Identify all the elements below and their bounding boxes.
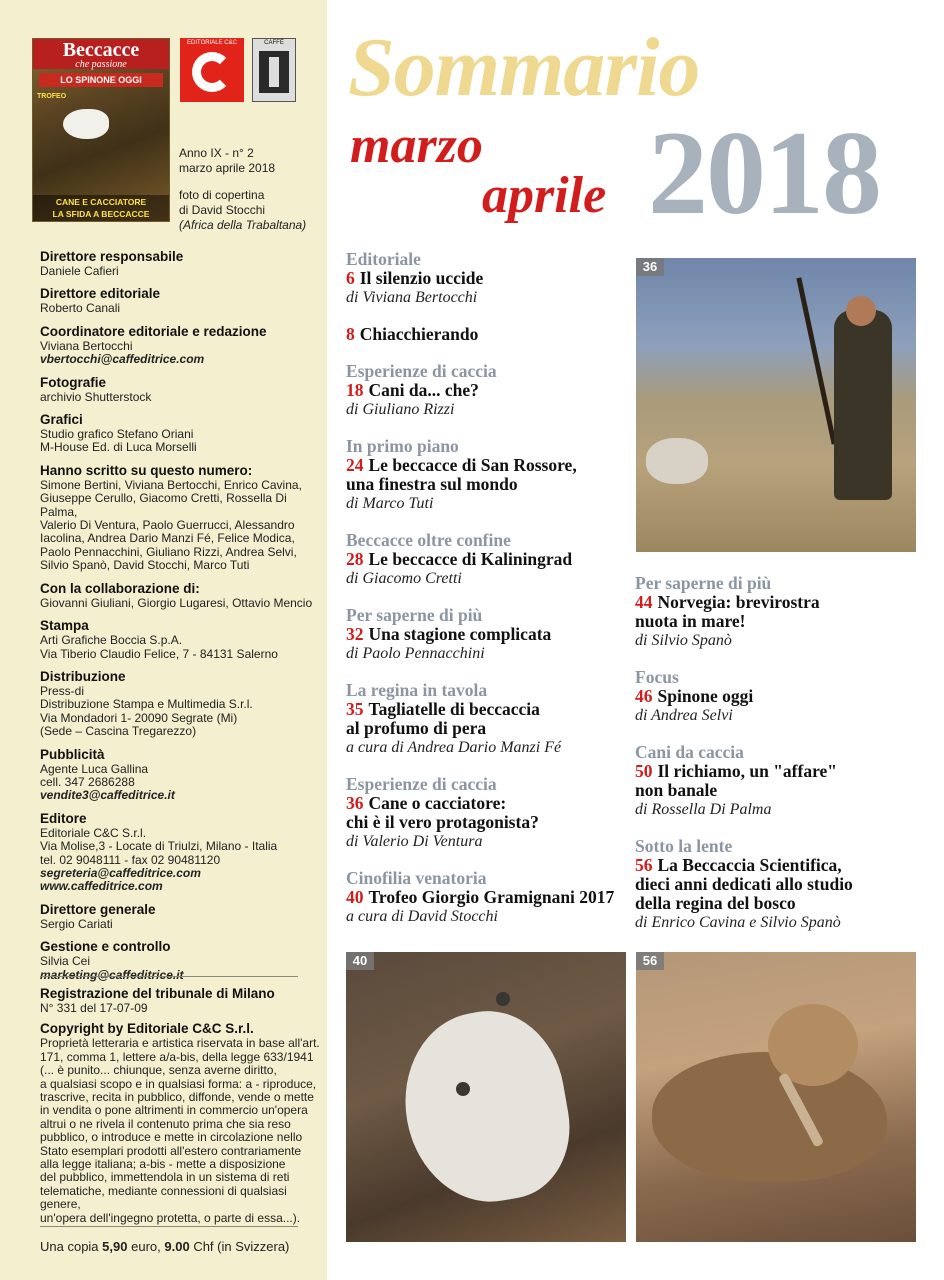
staff-role: Direttore generale bbox=[40, 901, 156, 917]
toc-byline: di Enrico Cavina e Silvio Spanò bbox=[635, 914, 841, 931]
toc-entry[interactable] bbox=[346, 325, 628, 344]
copyright-line: del pubblico, immettendola in un sistema di reti bbox=[40, 1170, 290, 1185]
toc-title: Le beccacce di San Rossore, bbox=[368, 455, 577, 475]
staff-line: Sergio Cariati bbox=[40, 916, 113, 931]
toc-title-row bbox=[635, 762, 917, 781]
copyright-text bbox=[40, 1037, 322, 1225]
toc-entry[interactable] bbox=[346, 869, 628, 926]
photo-english-setter bbox=[346, 952, 626, 1242]
hunter-shape bbox=[834, 310, 892, 500]
toc-title: Chiacchierando bbox=[359, 324, 479, 344]
toc-title-row bbox=[635, 894, 917, 913]
toc-byline: di Silvio Spanò bbox=[635, 632, 732, 649]
toc-byline: a cura di Andrea Dario Manzi Fé bbox=[346, 739, 562, 756]
staff-role: Stampa bbox=[40, 618, 89, 634]
staff-line: archivio Shutterstock bbox=[40, 389, 152, 404]
divider bbox=[40, 976, 298, 977]
registration-number: N° 331 del 17-07-09 bbox=[40, 1001, 148, 1015]
toc-entry[interactable] bbox=[346, 775, 628, 851]
toc-page-number: 18 bbox=[346, 380, 364, 400]
toc-title: nuota in mare! bbox=[635, 611, 746, 631]
photo-page-badge: 36 bbox=[636, 258, 664, 276]
toc-title-row bbox=[346, 625, 628, 644]
copyright-title: Copyright by Editoriale C&C S.r.l. bbox=[40, 1021, 254, 1037]
staff-block bbox=[40, 618, 322, 661]
staff-line: (Sede – Cascina Tregarezzo) bbox=[40, 724, 197, 739]
toc-section: In primo piano bbox=[346, 436, 459, 456]
copyright-line: 171, comma 1, lettere a/a-bis, della legge 633/1941 bbox=[40, 1049, 314, 1064]
photo-woodcock bbox=[636, 952, 916, 1242]
setter-shape bbox=[391, 1000, 582, 1215]
toc-byline: a cura di David Stocchi bbox=[346, 908, 498, 925]
staff-block bbox=[40, 747, 322, 803]
toc-title: Il richiamo, un "affare" bbox=[657, 761, 838, 781]
photo-credit-line-1: foto di copertina bbox=[179, 188, 265, 202]
toc-title: Trofeo Giorgio Gramignani 2017 bbox=[368, 887, 615, 907]
toc-byline: di Paolo Pennacchini bbox=[346, 645, 485, 662]
toc-title: Una stagione complicata bbox=[368, 624, 552, 644]
staff-role: Fotografie bbox=[40, 374, 106, 390]
staff-line: Paolo Pennacchini, Giuliano Rizzi, Andrea Selvi, bbox=[40, 544, 297, 559]
staff-line: Arti Grafiche Boccia S.p.A. bbox=[40, 633, 183, 648]
toc-title-row bbox=[346, 813, 628, 832]
toc-title: Cani da... che? bbox=[368, 380, 479, 400]
toc-byline: di Valerio Di Ventura bbox=[346, 833, 483, 850]
dog-shape bbox=[646, 438, 708, 484]
toc-byline: di Viviana Bertocchi bbox=[346, 289, 478, 306]
toc-byline: di Marco Tuti bbox=[346, 495, 434, 512]
price-euro-value: 5,90 bbox=[102, 1239, 128, 1254]
toc-entry[interactable] bbox=[346, 437, 628, 513]
staff-line: Giuseppe Cerullo, Giacomo Cretti, Rossella Di Palma, bbox=[40, 491, 287, 519]
toc-section: Focus bbox=[635, 667, 679, 687]
magazine-cover-thumbnail[interactable] bbox=[32, 38, 170, 222]
colophon-sidebar bbox=[0, 0, 327, 1280]
toc-title: Norvegia: brevirostra bbox=[657, 592, 820, 612]
staff-line: Silvia Cei bbox=[40, 954, 91, 969]
cover-masthead-title: Beccacce bbox=[62, 39, 140, 61]
caffe-label: CAFFÈ bbox=[264, 40, 284, 46]
toc-entry[interactable] bbox=[346, 531, 628, 588]
staff-email: vendite3@caffeditrice.it bbox=[40, 788, 175, 803]
staff-role: Hanno scritto su questo numero: bbox=[40, 462, 253, 478]
toc-section: Esperienze di caccia bbox=[346, 774, 497, 794]
toc-section: Per saperne di più bbox=[635, 573, 772, 593]
toc-title-row bbox=[635, 687, 917, 706]
toc-section: Editoriale bbox=[346, 249, 421, 269]
issue-info bbox=[179, 146, 319, 233]
toc-title: una finestra sul mondo bbox=[346, 474, 518, 494]
photo-hunter-with-dog bbox=[636, 258, 916, 552]
staff-email: marketing@caffeditrice.it bbox=[40, 967, 184, 982]
photo-page-badge: 56 bbox=[636, 952, 664, 970]
hunter-head-shape bbox=[846, 296, 876, 326]
toc-page-number: 46 bbox=[635, 686, 653, 706]
cover-headline bbox=[33, 195, 169, 221]
toc-page-number: 56 bbox=[635, 855, 653, 875]
toc-section: Per saperne di più bbox=[346, 605, 483, 625]
toc-page-number: 35 bbox=[346, 699, 364, 719]
editoriale-cc-label: EDITORIALE C&C bbox=[187, 40, 237, 46]
staff-line: Agente Luca Gallina bbox=[40, 761, 149, 776]
toc-section: Esperienze di caccia bbox=[346, 361, 497, 381]
shotgun-shape bbox=[796, 277, 836, 444]
toc-title: Spinone oggi bbox=[657, 686, 754, 706]
cover-band: LO SPINONE OGGI bbox=[39, 73, 163, 87]
toc-title: Cane o cacciatore: bbox=[368, 793, 507, 813]
staff-line: Studio grafico Stefano Oriani bbox=[40, 427, 194, 442]
staff-website: www.caffeditrice.com bbox=[40, 879, 163, 894]
staff-line: Roberto Canali bbox=[40, 301, 121, 316]
staff-email: vbertocchi@caffeditrice.com bbox=[40, 352, 205, 367]
cover-headline-1: CANE E CACCIATORE bbox=[55, 197, 147, 207]
legal-notice bbox=[40, 986, 322, 1231]
toc-title-row bbox=[346, 719, 628, 738]
photo-page-badge: 40 bbox=[346, 952, 374, 970]
toc-section: La regina in tavola bbox=[346, 680, 488, 700]
copyright-line: pubblico, o introduce e mette in circolazione nello bbox=[40, 1130, 303, 1145]
toc-byline: di Andrea Selvi bbox=[635, 707, 733, 724]
photo-credit-line-3: (Africa della Trabaltana) bbox=[179, 218, 307, 232]
staff-block bbox=[40, 581, 322, 610]
toc-section: Cani da caccia bbox=[635, 742, 744, 762]
staff-line: Via Mondadori 1- 20090 Segrate (Mi) bbox=[40, 710, 238, 725]
setter-spot-shape bbox=[456, 1082, 470, 1096]
editoriale-cc-logo bbox=[180, 38, 244, 102]
price-chf-unit: Chf (in Svizzera) bbox=[193, 1239, 290, 1254]
staff-line: tel. 02 9048111 - fax 02 90481120 bbox=[40, 852, 221, 867]
toc-right-column bbox=[635, 574, 917, 950]
toc-entry[interactable] bbox=[346, 606, 628, 663]
caffe-editrice-logo bbox=[252, 38, 296, 102]
toc-title-row bbox=[635, 781, 917, 800]
toc-byline: di Rossella Di Palma bbox=[635, 801, 772, 818]
toc-title-row bbox=[346, 794, 628, 813]
staff-role: Editore bbox=[40, 810, 87, 826]
staff-line: Viviana Bertocchi bbox=[40, 338, 133, 353]
issue-dates: marzo aprile 2018 bbox=[179, 161, 276, 175]
cover-headline-2: LA SFIDA A BECCACCE bbox=[52, 209, 150, 219]
toc-entry[interactable] bbox=[635, 837, 917, 932]
staff-role: Pubblicità bbox=[40, 746, 105, 762]
toc-title-row bbox=[346, 888, 628, 907]
copyright-line: un'opera dell'ingegno protetta, o parte di essa...). bbox=[40, 1210, 301, 1225]
staff-role: Direttore responsabile bbox=[40, 249, 184, 264]
toc-title: Tagliatelle di beccaccia bbox=[368, 699, 540, 719]
toc-page-number: 6 bbox=[346, 268, 355, 288]
staff-role: Direttore editoriale bbox=[40, 286, 161, 302]
price-euro-unit: euro, bbox=[131, 1239, 161, 1254]
price-line bbox=[40, 1239, 289, 1254]
staff-line: Silvio Spanò, David Stocchi, Marco Tuti bbox=[40, 558, 250, 573]
toc-title-row bbox=[635, 593, 917, 612]
toc-section: Beccacce oltre confine bbox=[346, 530, 511, 550]
setter-ear-shape bbox=[496, 992, 510, 1006]
toc-entry[interactable] bbox=[635, 668, 917, 725]
toc-page-number: 36 bbox=[346, 793, 364, 813]
toc-section: Cinofilia venatoria bbox=[346, 868, 487, 888]
toc-title: della regina del bosco bbox=[635, 893, 796, 913]
toc-title-row bbox=[346, 456, 628, 475]
toc-page-number: 32 bbox=[346, 624, 364, 644]
toc-byline: di Giacomo Cretti bbox=[346, 570, 462, 587]
toc-entry[interactable] bbox=[635, 743, 917, 819]
issue-number: Anno IX - n° 2 bbox=[179, 146, 254, 160]
copyright-line: a qualsiasi scopo e in qualsiasi forma: a - riproduce, bbox=[40, 1076, 317, 1091]
woodcock-body-shape bbox=[652, 1052, 887, 1182]
toc-title-row bbox=[346, 381, 628, 400]
staff-credits bbox=[40, 249, 322, 990]
price-chf-value: 9.00 bbox=[164, 1239, 190, 1254]
toc-page-number: 44 bbox=[635, 592, 653, 612]
staff-line: Iacolina, Andrea Dario Manzi Fé, Felice Modica, bbox=[40, 531, 295, 546]
staff-block bbox=[40, 669, 322, 739]
toc-byline: di Giuliano Rizzi bbox=[346, 401, 455, 418]
staff-block bbox=[40, 286, 322, 315]
toc-title: chi è il vero protagonista? bbox=[346, 812, 539, 832]
staff-role: Gestione e controllo bbox=[40, 939, 171, 955]
staff-role: Con la collaborazione di: bbox=[40, 580, 200, 596]
toc-page-number: 8 bbox=[346, 324, 355, 344]
staff-block bbox=[40, 811, 322, 894]
staff-role: Coordinatore editoriale e redazione bbox=[40, 323, 267, 339]
registration-title: Registrazione del tribunale di Milano bbox=[40, 986, 275, 1001]
staff-block bbox=[40, 412, 322, 455]
staff-block bbox=[40, 902, 322, 931]
staff-block bbox=[40, 249, 322, 278]
page-title: Sommario bbox=[348, 21, 700, 114]
staff-line: M-House Ed. di Luca Morselli bbox=[40, 440, 197, 455]
year-label: 2018 bbox=[648, 106, 880, 239]
toc-title: La Beccaccia Scientifica, bbox=[657, 855, 842, 875]
copyright-line: alla legge italiana; a-bis - mette a disposizione bbox=[40, 1157, 286, 1172]
copyright-line: Proprietà letteraria e artistica riservata in base all'art. bbox=[40, 1036, 320, 1051]
toc-entry[interactable] bbox=[635, 574, 917, 650]
staff-line: cell. 347 2686288 bbox=[40, 774, 135, 789]
toc-title: non banale bbox=[635, 780, 718, 800]
toc-title: al profumo di pera bbox=[346, 718, 487, 738]
staff-block bbox=[40, 375, 322, 404]
month-aprile: aprile bbox=[482, 167, 607, 224]
month-marzo: marzo bbox=[350, 117, 483, 174]
staff-line: Giovanni Giuliani, Giorgio Lugaresi, Ottavio Mencio bbox=[40, 595, 313, 610]
staff-email: segreteria@caffeditrice.com bbox=[40, 865, 201, 880]
cover-masthead-subtitle: che passione bbox=[75, 59, 127, 70]
toc-title-row bbox=[346, 700, 628, 719]
toc-entry[interactable] bbox=[346, 250, 628, 307]
toc-title: dieci anni dedicati allo studio bbox=[635, 874, 853, 894]
caffe-mark-icon bbox=[259, 51, 289, 93]
cover-dog-image bbox=[63, 109, 109, 139]
staff-line: Valerio Di Ventura, Paolo Guerrucci, Alessandro bbox=[40, 518, 295, 533]
divider bbox=[40, 1226, 298, 1227]
toc-title-row bbox=[635, 856, 917, 875]
toc-title-row bbox=[346, 550, 628, 569]
toc-title-row bbox=[346, 269, 628, 288]
toc-page-number: 28 bbox=[346, 549, 364, 569]
staff-line: Distribuzione Stampa e Multimedia S.r.l. bbox=[40, 697, 253, 712]
cover-masthead bbox=[33, 39, 169, 69]
toc-page-number: 40 bbox=[346, 887, 364, 907]
staff-block bbox=[40, 463, 322, 573]
toc-entry[interactable] bbox=[346, 681, 628, 757]
toc-page-number: 50 bbox=[635, 761, 653, 781]
copyright-line: in vendita o pone altrimenti in commercio un'opera bbox=[40, 1103, 308, 1118]
staff-line: Via Tiberio Claudio Felice, 7 - 84131 Salerno bbox=[40, 646, 278, 661]
staff-line: Editoriale C&C S.r.l. bbox=[40, 825, 147, 840]
staff-line: Daniele Cafieri bbox=[40, 264, 119, 278]
toc-section: Sotto la lente bbox=[635, 836, 733, 856]
price-prefix: Una copia bbox=[40, 1239, 99, 1254]
copyright-line: (... è punito... chiunque, senza averne diritto, bbox=[40, 1063, 277, 1078]
toc-title-row bbox=[635, 612, 917, 631]
toc-title: Il silenzio uccide bbox=[359, 268, 484, 288]
staff-block bbox=[40, 324, 322, 367]
toc-entry[interactable] bbox=[346, 362, 628, 419]
copyright-line: Stato esemplari prodotti all'estero contrariamente bbox=[40, 1143, 302, 1158]
toc-left-column bbox=[346, 250, 628, 944]
toc-title: Le beccacce di Kaliningrad bbox=[368, 549, 573, 569]
copyright-line: telematiche, mediante connessioni di qualsiasi genere, bbox=[40, 1183, 287, 1212]
staff-role: Grafici bbox=[40, 412, 83, 428]
photo-credit-line-2: di David Stocchi bbox=[179, 203, 266, 217]
staff-line: Press-di bbox=[40, 683, 85, 698]
toc-page-number: 24 bbox=[346, 455, 364, 475]
copyright-line: altrui o ne rivela il contenuto prima che sia reso bbox=[40, 1116, 291, 1131]
staff-line: Simone Bertini, Viviana Bertocchi, Enrico Cavina, bbox=[40, 477, 302, 492]
staff-role: Distribuzione bbox=[40, 668, 126, 684]
copyright-line: trascrive, recita in pubblico, diffonde, vende o mette bbox=[40, 1090, 314, 1105]
toc-title-row bbox=[635, 875, 917, 894]
cover-side-tag: TROFEO bbox=[37, 93, 67, 100]
cc-ring-icon bbox=[192, 52, 232, 92]
toc-title-row bbox=[346, 325, 628, 344]
staff-line: Via Molise,3 - Locate di Triulzi, Milano - Italia bbox=[40, 839, 278, 854]
toc-title-row bbox=[346, 475, 628, 494]
